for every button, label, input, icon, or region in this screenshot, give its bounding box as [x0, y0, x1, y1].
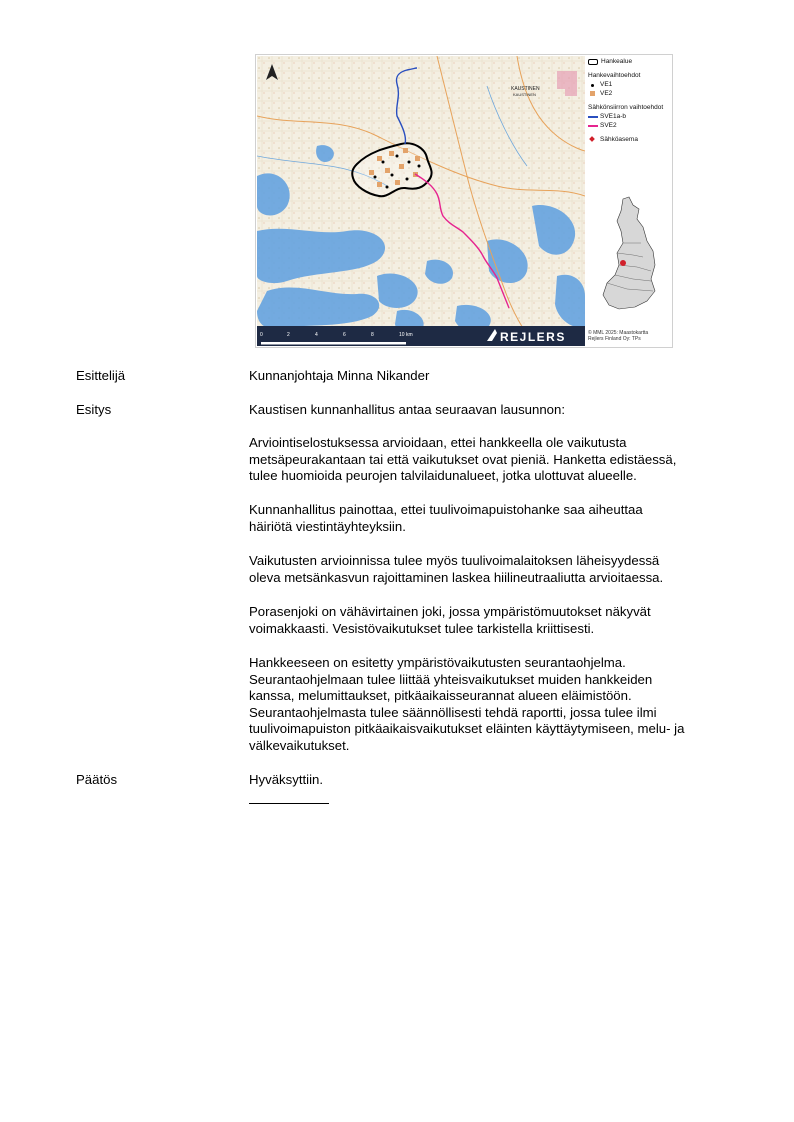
town-label-2: KAUSTINEN — [513, 92, 536, 97]
map-credit: © MML 2025: Maastokartta Rejlers Finland Oy: TPs — [588, 330, 649, 342]
decision-label: Päätös — [76, 772, 118, 787]
signature-line — [249, 803, 329, 804]
map-figure — [255, 54, 673, 348]
project-area-swatch — [588, 59, 598, 65]
svg-text:0: 0 — [260, 332, 263, 338]
ve1-marker-icon — [588, 81, 598, 89]
legend-project-area: Hankealue — [588, 57, 670, 66]
paragraph-2: Kunnanhallitus painottaa, ettei tuulivoimapuistohanke saa aiheuttaa häiriötä viestintäyhteyksiin. — [249, 502, 643, 534]
proposal-intro: Kaustisen kunnanhallitus antaa seuraavan lausunnon: — [249, 402, 565, 417]
legend-ve2: VE2 — [588, 89, 670, 98]
legend-alternatives-heading: Hankevaihtoehdot — [588, 71, 641, 79]
paragraph-5: Hankkeeseen on esitetty ympäristövaikutusten seurantaohjelma. Seurantaohjelmaan tulee liittää yhteisvaikutukset muiden hankkeiden kanssa, melumittaukset, pitkäaikaisseurannat alueen eläimistöön. Seurantaohjelmasta tulee säännöllisesti tehdä raportti, jossa tulee ilmi tuulivoimapuiston pitkäaikaisvaikutukset eläinten käyttäytymiseen, melu- ja välkevaikutukset. — [249, 655, 685, 753]
legend-sve2: SVE2 — [588, 121, 670, 130]
sve2-line-swatch — [588, 125, 598, 127]
paragraph-4: Porasenjoki on vähävirtainen joki, jossa ympäristömuutokset näkyvät voimakkaasti. Vesistövaikutukset tulee tarkistella kriittisesti. — [249, 604, 651, 636]
ve2-marker-icon — [588, 90, 598, 98]
project-map — [257, 56, 585, 346]
svg-text:2: 2 — [287, 332, 290, 338]
presenter-value: Kunnanjohtaja Minna Nikander — [249, 368, 430, 383]
project-location-marker — [620, 260, 626, 266]
proposal-label: Esitys — [76, 402, 112, 417]
sve1-line-swatch — [588, 116, 598, 118]
finland-inset-map — [593, 195, 667, 315]
svg-text:4: 4 — [315, 332, 318, 338]
paragraph-3: Vaikutusten arvioinnissa tulee myös tuulivoimalaitoksen läheisyydessä oleva metsänkasvun rajoittaminen laskea hiilineutraaliutta arvioitaessa. — [249, 553, 664, 585]
substation-icon — [588, 136, 598, 144]
svg-text:6: 6 — [343, 332, 346, 338]
legend-transmission-heading: Sähkönsiirron vaihtoehdot — [588, 103, 664, 111]
legend-ve1: VE1 — [588, 80, 670, 89]
paragraph-1: Arviointiselostuksessa arvioidaan, ettei hankkeella ole vaikutusta metsäpeurakantaan tai että vaikutukset ovat pieniä. Hanketta edistäessä, tulee huomioida peurojen talvilaidunalueet, jotka ulottuvat alueelle. — [249, 435, 677, 483]
svg-text:REJLERS: REJLERS — [500, 330, 566, 344]
svg-text:10 km: 10 km — [399, 332, 413, 338]
town-label-1: KAUSTINEN — [511, 86, 540, 92]
decision-value: Hyväksyttiin. — [249, 772, 324, 787]
svg-text:8: 8 — [371, 332, 374, 338]
legend-substation: Sähköasema — [588, 135, 670, 144]
legend-sve1: SVE1a-b — [588, 112, 670, 121]
presenter-label: Esittelijä — [76, 368, 126, 383]
